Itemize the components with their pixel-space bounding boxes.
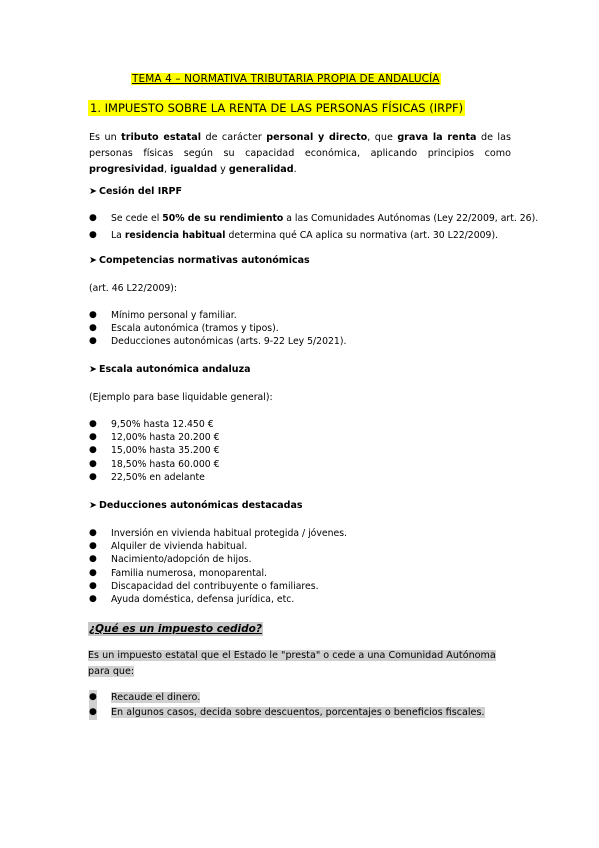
arrow-icon: ➤ — [89, 255, 97, 266]
bullet-icon: ● — [89, 323, 97, 334]
list-item: ● Escala autonómica (tramos y tipos). — [89, 323, 279, 335]
bullet-icon: ● — [89, 458, 97, 469]
list-item: ● 9,50% hasta 12.450 € — [89, 419, 214, 430]
list-item: ● Discapacidad del contribuyente o familiares. — [89, 580, 319, 592]
intro-paragraph: Es un tributo estatal de carácter personal y directo, que grava la renta de las personas físicas según su capacidad económica, aplicando principios como progresividad, igualdad y generalidad. — [89, 132, 511, 175]
bullet-icon: ● — [89, 594, 97, 605]
question-paragraph: Es un impuesto estatal que el Estado le "presta" o cede a una Comunidad Autónoma para que: — [88, 650, 496, 677]
list-item: ● Nacimiento/adopción de hijos. — [89, 554, 252, 566]
bullet-icon: ● — [89, 310, 97, 320]
bullet-icon: ● — [89, 230, 97, 241]
escala-list — [89, 418, 220, 484]
list-item: ● Recaude el dinero. — [89, 692, 201, 703]
bullet-icon: ● — [89, 445, 97, 456]
bullet-icon: ● — [89, 336, 97, 347]
list-item: ● Mínimo personal y familiar. — [89, 310, 237, 321]
list-item: ● Se cede el 50% de su rendimiento a las Comunidades Autónomas (Ley 22/2009, art. 26). — [89, 213, 539, 224]
list-item: ● 12,00% hasta 20.200 € — [89, 432, 220, 444]
arrow-icon: ➤ — [89, 364, 97, 375]
escala-heading: ➤ Escala autonómica andaluza — [89, 364, 251, 375]
question-list — [89, 690, 485, 720]
bullet-icon: ● — [89, 471, 97, 482]
deducciones-heading: ➤ Deducciones autonómicas destacadas — [89, 500, 303, 511]
arrow-icon: ➤ — [89, 186, 97, 197]
deducciones-list — [89, 527, 347, 606]
bullet-icon: ● — [89, 580, 97, 591]
section-1-title: 1. IMPUESTO SOBRE LA RENTA DE LAS PERSONAS FÍSICAS (IRPF) — [90, 101, 464, 115]
list-item: ● 15,00% hasta 35.200 € — [89, 445, 220, 457]
list-item: ● En algunos casos, decida sobre descuentos, porcentajes o beneficios fiscales. — [89, 707, 485, 718]
question-heading: ¿Qué es un impuesto cedido? — [89, 623, 262, 635]
bullet-icon: ● — [89, 419, 97, 429]
cesion-list — [89, 212, 538, 242]
competencias-note: (art. 46 L22/2009): — [89, 283, 178, 294]
competencias-list — [89, 309, 346, 349]
bullet-icon: ● — [89, 690, 97, 705]
bullet-icon: ● — [89, 567, 97, 578]
bullet-icon: ● — [89, 705, 97, 720]
bullet-icon: ● — [89, 541, 97, 552]
bullet-icon: ● — [89, 554, 97, 565]
bullet-icon: ● — [89, 432, 97, 443]
competencias-heading: ➤ Competencias normativas autonómicas — [89, 255, 310, 266]
list-item: ● La residencia habitual determina qué CA aplica su normativa (art. 30 L22/2009). — [89, 230, 499, 242]
escala-note: (Ejemplo para base liquidable general): — [89, 392, 273, 403]
document-title: TEMA 4 – NORMATIVA TRIBUTARIA PROPIA DE ANDALUCÍA — [132, 73, 440, 85]
bullet-icon: ● — [89, 528, 97, 538]
list-item: ● Ayuda doméstica, defensa jurídica, etc. — [89, 594, 295, 606]
list-item: ● Familia numerosa, monoparental. — [89, 567, 267, 579]
arrow-icon: ➤ — [89, 500, 97, 511]
list-item: ● 18,50% hasta 60.000 € — [89, 458, 220, 470]
cesion-heading: ➤ Cesión del IRPF — [89, 186, 183, 197]
bullet-icon: ● — [89, 213, 97, 223]
list-item: ● Deducciones autonómicas (arts. 9-22 Ley 5/2021). — [89, 336, 347, 348]
list-item: ● 22,50% en adelante — [89, 471, 205, 483]
list-item: ● Alquiler de vivienda habitual. — [89, 541, 248, 553]
list-item: ● Inversión en vivienda habitual protegida / jóvenes. — [89, 528, 347, 539]
